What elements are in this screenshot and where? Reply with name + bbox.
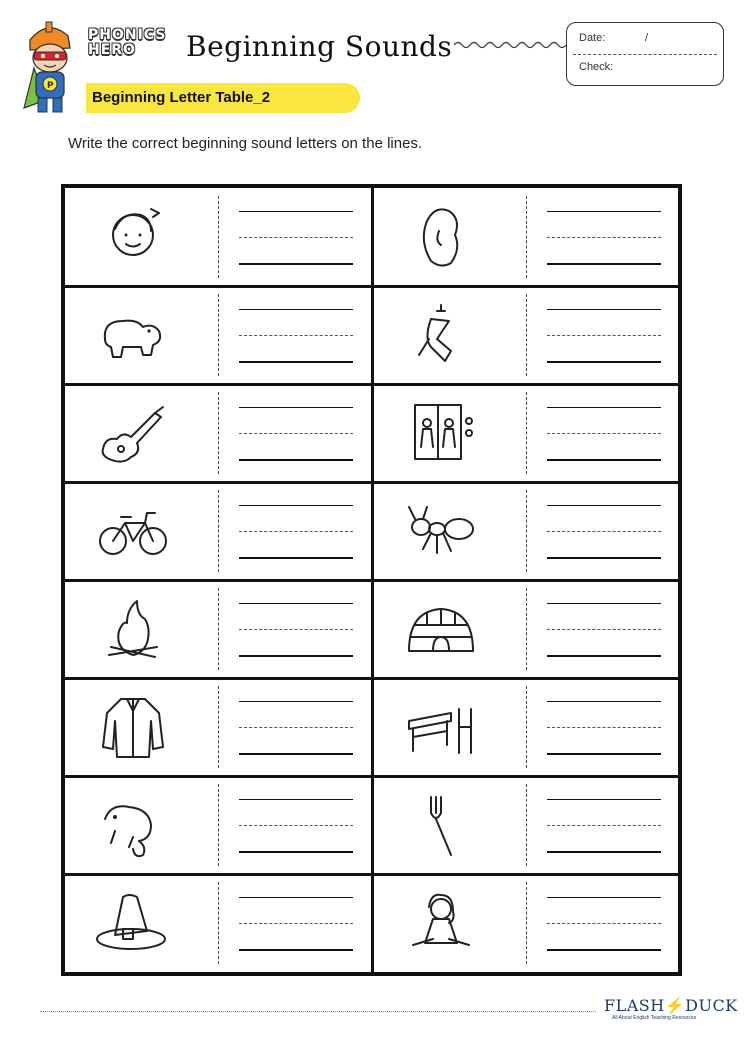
writing-line[interactable] [239, 407, 353, 408]
date-separator: / [645, 32, 649, 44]
table-cell [373, 286, 678, 384]
table-cell [65, 580, 370, 678]
writing-guide-midline[interactable] [547, 335, 661, 336]
fire-icon [93, 593, 173, 669]
cell-dashed-divider [526, 588, 527, 670]
writing-line[interactable] [547, 505, 661, 506]
writing-line[interactable] [239, 459, 353, 461]
writing-line[interactable] [547, 851, 661, 853]
writing-guide-midline[interactable] [547, 727, 661, 728]
writing-guide-midline[interactable] [239, 825, 353, 826]
table-cell [373, 580, 678, 678]
wavy-line-decoration [454, 38, 566, 52]
worksheet-title: Beginning Sounds [186, 30, 453, 63]
writing-line[interactable] [547, 701, 661, 702]
writing-line[interactable] [547, 949, 661, 951]
cell-dashed-divider [218, 882, 219, 964]
face-icon [93, 201, 173, 277]
writing-line[interactable] [547, 655, 661, 657]
phonics-hero-logo [88, 28, 180, 68]
writing-line[interactable] [239, 361, 353, 363]
cell-dashed-divider [218, 686, 219, 768]
writing-line[interactable] [239, 309, 353, 310]
igloo-icon [401, 593, 481, 669]
writing-guide-midline[interactable] [547, 629, 661, 630]
logo-tagline: All About English Teaching Resources [612, 1015, 697, 1021]
writing-line[interactable] [239, 557, 353, 559]
check-label: Check: [579, 61, 614, 73]
writing-line[interactable] [239, 655, 353, 657]
chameleon-icon [93, 789, 173, 865]
table-cell [65, 286, 370, 384]
table-cell [373, 188, 678, 286]
writing-guide-midline[interactable] [547, 923, 661, 924]
writing-line[interactable] [547, 603, 661, 604]
table-cell [373, 384, 678, 482]
instructions: Write the correct beginning sound letters on the lines. [68, 135, 423, 152]
table-cell [373, 776, 678, 874]
writing-line[interactable] [547, 211, 661, 212]
table-cell [373, 482, 678, 580]
writing-line[interactable] [239, 211, 353, 212]
table-cell [65, 188, 370, 286]
answer-table [61, 184, 682, 976]
logo-flash: FLASH [604, 996, 665, 1015]
writing-line[interactable] [547, 459, 661, 461]
cell-dashed-divider [218, 588, 219, 670]
writing-line[interactable] [239, 263, 353, 265]
table-cell [65, 384, 370, 482]
cell-dashed-divider [526, 490, 527, 572]
ant-icon [401, 495, 481, 571]
writing-line[interactable] [547, 557, 661, 559]
writing-guide-midline[interactable] [547, 825, 661, 826]
table-cell [373, 678, 678, 776]
writing-line[interactable] [547, 897, 661, 898]
cell-dashed-divider [526, 882, 527, 964]
brand-line-2: HERO [88, 42, 136, 58]
hippo-icon [93, 299, 173, 375]
cell-dashed-divider [526, 686, 527, 768]
footer-dotted-line [40, 1011, 596, 1012]
coat-icon [93, 691, 173, 767]
cell-dashed-divider [218, 294, 219, 376]
writing-guide-midline[interactable] [547, 237, 661, 238]
table-cell [65, 874, 370, 972]
cell-dashed-divider [526, 784, 527, 866]
writing-line[interactable] [239, 753, 353, 755]
writing-line[interactable] [547, 799, 661, 800]
writing-line[interactable] [239, 505, 353, 506]
cell-dashed-divider [526, 392, 527, 474]
hair-icon [401, 201, 481, 277]
writing-line[interactable] [239, 603, 353, 604]
writing-line[interactable] [239, 851, 353, 853]
witch-hat-icon [93, 887, 173, 963]
writing-guide-midline[interactable] [239, 433, 353, 434]
flashduck-logo [604, 996, 738, 1026]
writing-line[interactable] [547, 407, 661, 408]
cell-dashed-divider [526, 196, 527, 278]
writing-guide-midline[interactable] [547, 433, 661, 434]
logo-bolt-icon: ⚡ [664, 996, 686, 1015]
logo-duck: DUCK [685, 996, 738, 1015]
subtitle-banner [86, 83, 360, 113]
brand-line-1: PHONICS [88, 27, 167, 43]
cell-dashed-divider [526, 294, 527, 376]
phonics-hero-mascot-icon [20, 18, 80, 116]
subtitle-text: Beginning Letter Table_2 [92, 89, 271, 106]
cell-dashed-divider [218, 196, 219, 278]
writing-line[interactable] [547, 753, 661, 755]
writing-line[interactable] [547, 263, 661, 265]
table-cell [65, 776, 370, 874]
writing-guide-midline[interactable] [239, 237, 353, 238]
bicycle-icon [93, 495, 173, 571]
table-cell [373, 874, 678, 972]
writing-guide-midline[interactable] [239, 531, 353, 532]
writing-line[interactable] [239, 799, 353, 800]
cell-dashed-divider [218, 490, 219, 572]
writing-line[interactable] [547, 361, 661, 363]
table-cell [65, 678, 370, 776]
writing-guide-midline[interactable] [547, 531, 661, 532]
cell-dashed-divider [218, 392, 219, 474]
guitar-icon [93, 397, 173, 473]
date-check-box [566, 22, 724, 86]
desk-icon [401, 691, 481, 767]
writing-guide-midline[interactable] [239, 923, 353, 924]
writing-line[interactable] [239, 897, 353, 898]
writing-line[interactable] [239, 949, 353, 951]
doll-icon [401, 887, 481, 963]
date-check-divider [573, 54, 717, 55]
elevator-icon [401, 397, 481, 473]
writing-guide-midline[interactable] [239, 727, 353, 728]
date-label: Date: [579, 32, 606, 44]
writing-guide-midline[interactable] [239, 629, 353, 630]
table-cell [65, 482, 370, 580]
cell-dashed-divider [218, 784, 219, 866]
svg-text:P: P [47, 81, 54, 91]
writing-guide-midline[interactable] [239, 335, 353, 336]
writing-line[interactable] [547, 309, 661, 310]
writing-line[interactable] [239, 701, 353, 702]
alligator-icon [401, 299, 481, 375]
fork-icon [401, 789, 481, 865]
